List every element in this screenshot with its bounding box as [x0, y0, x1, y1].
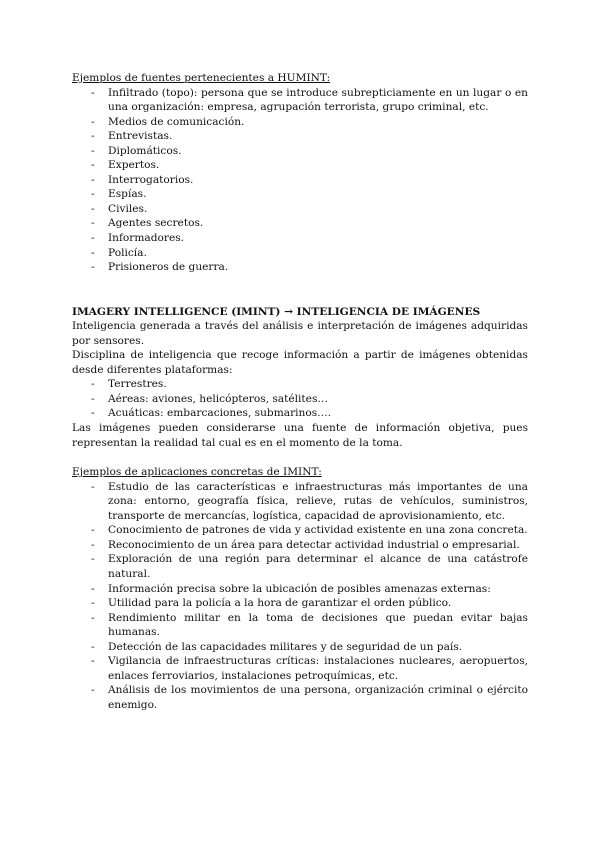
list-item: - Infiltrado (topo): persona que se introduce subrepticiamente en un lugar o en una organización: empresa, agrupación terrorista, grupo criminal, etc. [72, 86, 528, 115]
list-item: - Detección de las capacidades militares y de seguridad de un país. [72, 640, 528, 655]
imint-objectivity: Las imágenes pueden considerarse una fuente de información objetiva, pues representan la realidad tal cual es en el momento de la toma. [72, 422, 528, 449]
humint-heading: Ejemplos de fuentes pertenecientes a HUMINT: [72, 72, 331, 84]
list-item: - Análisis de los movimientos de una persona, organización criminal o ejército enemigo. [72, 683, 528, 712]
imint-discipline: Disciplina de inteligencia que recoge información a partir de imágenes obtenidas desde diferentes plataformas: [72, 349, 528, 376]
imint-definition: Inteligencia generada a través del análisis e interpretación de imágenes adquiridas por sensores. [72, 320, 528, 347]
list-item: - Interrogatorios. [72, 173, 528, 188]
applications-list [72, 480, 528, 713]
list-item: - Civiles. [72, 202, 528, 217]
document-page [72, 71, 528, 712]
list-item: - Entrevistas. [72, 129, 528, 144]
platform-list [72, 377, 528, 421]
section-spacer [72, 450, 528, 465]
list-item: - Información precisa sobre la ubicación de posibles amenazas externas: [72, 582, 528, 597]
list-item: - Rendimiento militar en la toma de decisiones que puedan evitar bajas humanas. [72, 611, 528, 640]
list-item: - Espías. [72, 187, 528, 202]
humint-list [72, 86, 528, 275]
list-item: - Conocimiento de patrones de vida y actividad existente en una zona concreta. [72, 523, 528, 538]
list-item: - Terrestres. [72, 377, 528, 392]
list-item: - Vigilancia de infraestructuras críticas: instalaciones nucleares, aeropuertos, enlaces ferroviarios, instalaciones petroquímicas, etc. [72, 654, 528, 683]
list-item: - Informadores. [72, 231, 528, 246]
list-item: - Aéreas: aviones, helicópteros, satélites… [72, 392, 528, 407]
list-item: - Utilidad para la policía a la hora de garantizar el orden público. [72, 596, 528, 611]
list-item: - Diplomáticos. [72, 144, 528, 159]
list-item: - Reconocimiento de un área para detectar actividad industrial o empresarial. [72, 538, 528, 553]
list-item: - Expertos. [72, 158, 528, 173]
list-item: - Medios de comunicación. [72, 115, 528, 130]
list-item: - Acuáticas: embarcaciones, submarinos…. [72, 406, 528, 421]
section-spacer [72, 275, 528, 305]
imint-title: IMAGERY INTELLIGENCE (IMINT) → INTELIGENCIA DE IMÁGENES [72, 305, 481, 318]
list-item: - Estudio de las características e infraestructuras más importantes de una zona: entorno, geografía física, relieve, rutas de vehículos, suministros, transporte de mercancías, logística, capacidad de aprovisionamiento, etc. [72, 480, 528, 524]
list-item: - Policía. [72, 246, 528, 261]
list-item: - Prisioneros de guerra. [72, 260, 528, 275]
list-item: - Agentes secretos. [72, 216, 528, 231]
list-item: - Exploración de una región para determinar el alcance de una catástrofe natural. [72, 552, 528, 581]
applications-heading: Ejemplos de aplicaciones concretas de IMINT: [72, 466, 322, 479]
